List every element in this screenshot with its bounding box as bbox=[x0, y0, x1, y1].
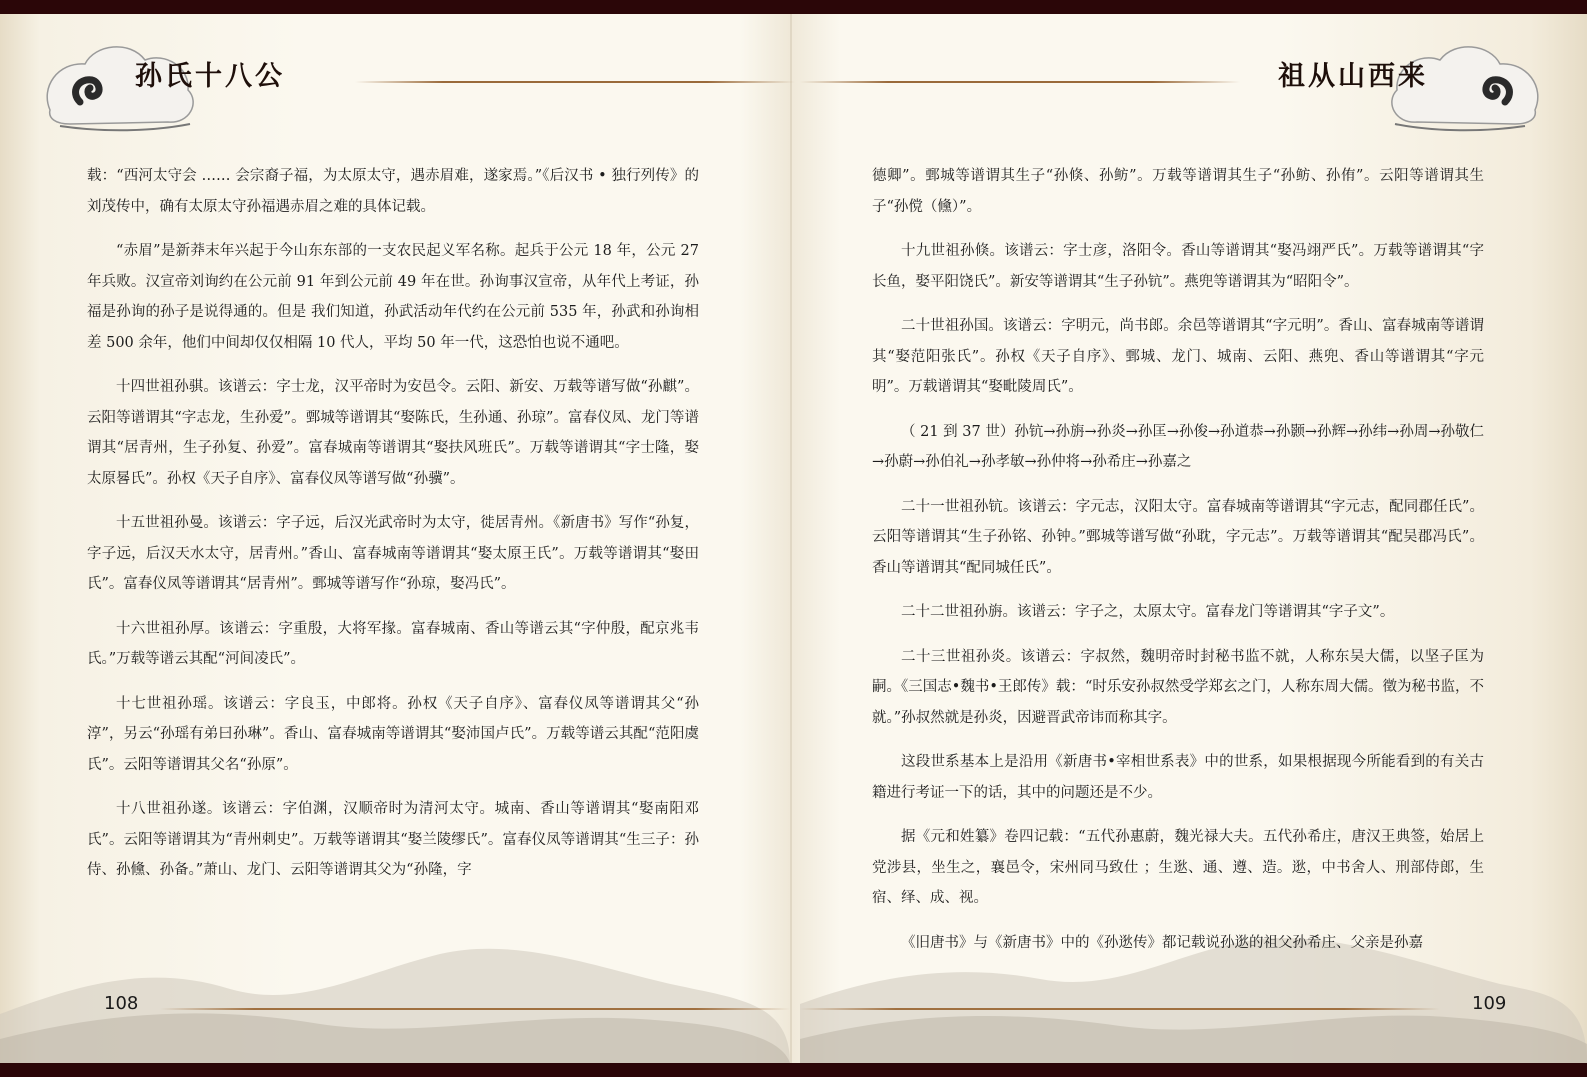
left-paragraph-7: 十八世祖孙遂。该谱云：字伯渊，汉顺帝时为清河太守。城南、香山等谱谓其“娶南阳邓氏”。云阳等谱谓其为“青州刺史”。万载等谱谓其“娶兰陵缪氏”。富春仪凤等谱谓其“生三子：孙侍、孙儵、孙备。”萧山、龙门、云阳等谱谓其父为“孙隆，字 bbox=[87, 801, 699, 878]
right-header-rule bbox=[800, 81, 1240, 83]
right-footer-rule bbox=[800, 1008, 1440, 1010]
left-running-header: 孙氏十八公 bbox=[135, 61, 285, 92]
top-frame-bar bbox=[0, 0, 1587, 14]
bottom-frame-bar bbox=[0, 1063, 1587, 1077]
right-paragraph-1: 德卿”。鄄城等谱谓其生子“孙倏、孙鲂”。万载等谱谓其生子“孙鲂、孙侑”。云阳等谱谓其生子“孙傥（儵）”。 bbox=[872, 168, 1484, 215]
left-paragraph-2: “赤眉”是新莽末年兴起于今山东东部的一支农民起义军名称。起兵于公元 18 年，公元 27 年兵败。汉宣帝刘询约在公元前 91 年到公元前 49 年在世。孙询事汉宣帝，从年代上考证，孙福是孙询的孙子是说得通的。但是 我们知道，孙武活动年代约在公元前 535 年，孙武和孙询相差 500 余年，他们中间却仅仅相隔 10 代人，平均 50 年一代，这恐怕也说不通吧。 bbox=[87, 243, 699, 351]
left-footer-rule bbox=[160, 1008, 790, 1010]
right-paragraph-2: 十九世祖孙倏。该谱云：字士彦，洛阳令。香山等谱谓其“娶冯翊严氏”。万载等谱谓其“字长鱼，娶平阳饶氏”。新安等谱谓其“生子孙钪”。燕兜等谱谓其为“昭阳令”。 bbox=[872, 243, 1484, 290]
left-paragraph-4: 十五世祖孙曼。该谱云：字子远，后汉光武帝时为太守，徙居青州。《新唐书》写作“孙复，字子远，后汉天水太守，居青州。”香山、富春城南等谱谓其“娶太原王氏”。万载等谱谓其“娶田氏”。富春仪凤等谱谓其“居青州”。鄄城等谱写作“孙琼，娶冯氏”。 bbox=[87, 515, 699, 592]
left-page-body bbox=[87, 161, 699, 900]
right-paragraph-4: （ 21 到 37 世）孙钪→孙旃→孙炎→孙匡→孙俊→孙道恭→孙颢→孙辉→孙纬→孙周→孙敬仁→孙蔚→孙伯礼→孙孝敏→孙仲将→孙希庄→孙嘉之 bbox=[872, 423, 1484, 470]
right-paragraph-5: 二十一世祖孙钪。该谱云：字元志，汉阳太守。富春城南等谱谓其“字元志，配同郡任氏”。云阳等谱谓其“生子孙铭、孙钟。”鄄城等谱写做“孙耽，字元志”。万载等谱谓其“配吴郡冯氏”。香山等谱谓其“配同城任氏”。 bbox=[872, 498, 1484, 576]
left-paragraph-5: 十六世祖孙厚。该谱云：字重殷，大将军掾。富春城南、香山等谱云其“字仲殷，配京兆韦氏。”万载等谱云其配“河间凌氏”。 bbox=[87, 620, 699, 667]
left-paragraph-6: 十七世祖孙瑶。该谱云：字良玉，中郎将。孙权《天子自序》、富春仪凤等谱谓其父“孙淳”，另云“孙瑶有弟曰孙琳”。香山、富春城南等谱谓其“娶沛国卢氏”。万载等谱云其配“范阳虞氏”。云阳等谱谓其父名“孙原”。 bbox=[87, 695, 699, 773]
right-paragraph-7: 二十三世祖孙炎。该谱云：字叔然，魏明帝时封秘书监不就，人称东吴大儒，以坚子匡为嗣。《三国志•魏书•王郎传》载：“时乐安孙叔然受学郑玄之门，人称东周大儒。徵为秘书监，不就。”孙叔然就是孙炎，因避晋武帝讳而称其字。 bbox=[872, 648, 1484, 726]
left-paragraph-3: 十四世祖孙骐。该谱云：字士龙，汉平帝时为安邑令。云阳、新安、万载等谱写做“孙麒”。云阳等谱谓其“字志龙，生孙爱”。鄄城等谱谓其“娶陈氏，生孙通、孙琼”。富春仪凤、龙门等谱谓其“居青州，生子孙复、孙爱”。富春城南等谱谓其“娶扶风班氏”。万载等谱谓其“字士隆，娶太原晷氏”。孙权《天子自序》、富春仪凤等谱写做“孙骥”。 bbox=[87, 379, 699, 487]
left-paragraph-1: 载：“西河太守会 …… 会宗裔子福，为太原太守，遇赤眉难，遂家焉。”《后汉书 • 独行列传》的刘茂传中，确有太原太守孙福遇赤眉之难的具体记载。 bbox=[87, 168, 699, 215]
right-running-header: 祖从山西来 bbox=[1278, 61, 1428, 92]
right-paragraph-3: 二十世祖孙国。该谱云：字明元，尚书郎。余邑等谱谓其“字元明”。香山、富春城南等谱谓其“娶范阳张氏”。孙权《天子自序》、鄄城、龙门、城南、云阳、燕兜、香山等谱谓其“字元明”。万载谱谓其“娶毗陵周氏”。 bbox=[872, 318, 1484, 395]
right-page-number: 109 bbox=[1472, 993, 1507, 1014]
right-page-body bbox=[872, 161, 1484, 972]
left-header-rule bbox=[355, 81, 795, 83]
book-spread bbox=[0, 14, 1587, 1063]
right-paragraph-10: 《旧唐书》与《新唐书》中的《孙逖传》都记载说孙逖的祖父孙希庄、父亲是孙嘉 bbox=[901, 934, 1423, 951]
right-paragraph-9: 据《元和姓纂》卷四记载：“五代孙惠蔚，魏光禄大夫。五代孙希庄，唐汉王典签，始居上党涉县，坐生之，襄邑令，宋州同马致仕 ；生逖、通、遵、造。逖，中书舍人、刑部侍郎，生宿、绎、成、视。 bbox=[872, 829, 1484, 906]
right-paragraph-8: 这段世系基本上是沿用《新唐书•宰相世系表》中的世系，如果根据现今所能看到的有关古籍进行考证一下的话，其中的问题还是不少。 bbox=[872, 754, 1484, 801]
left-page-number: 108 bbox=[104, 993, 139, 1014]
right-paragraph-6: 二十二世祖孙旃。该谱云：字子之，太原太守。富春龙门等谱谓其“字子文”。 bbox=[901, 604, 1395, 620]
